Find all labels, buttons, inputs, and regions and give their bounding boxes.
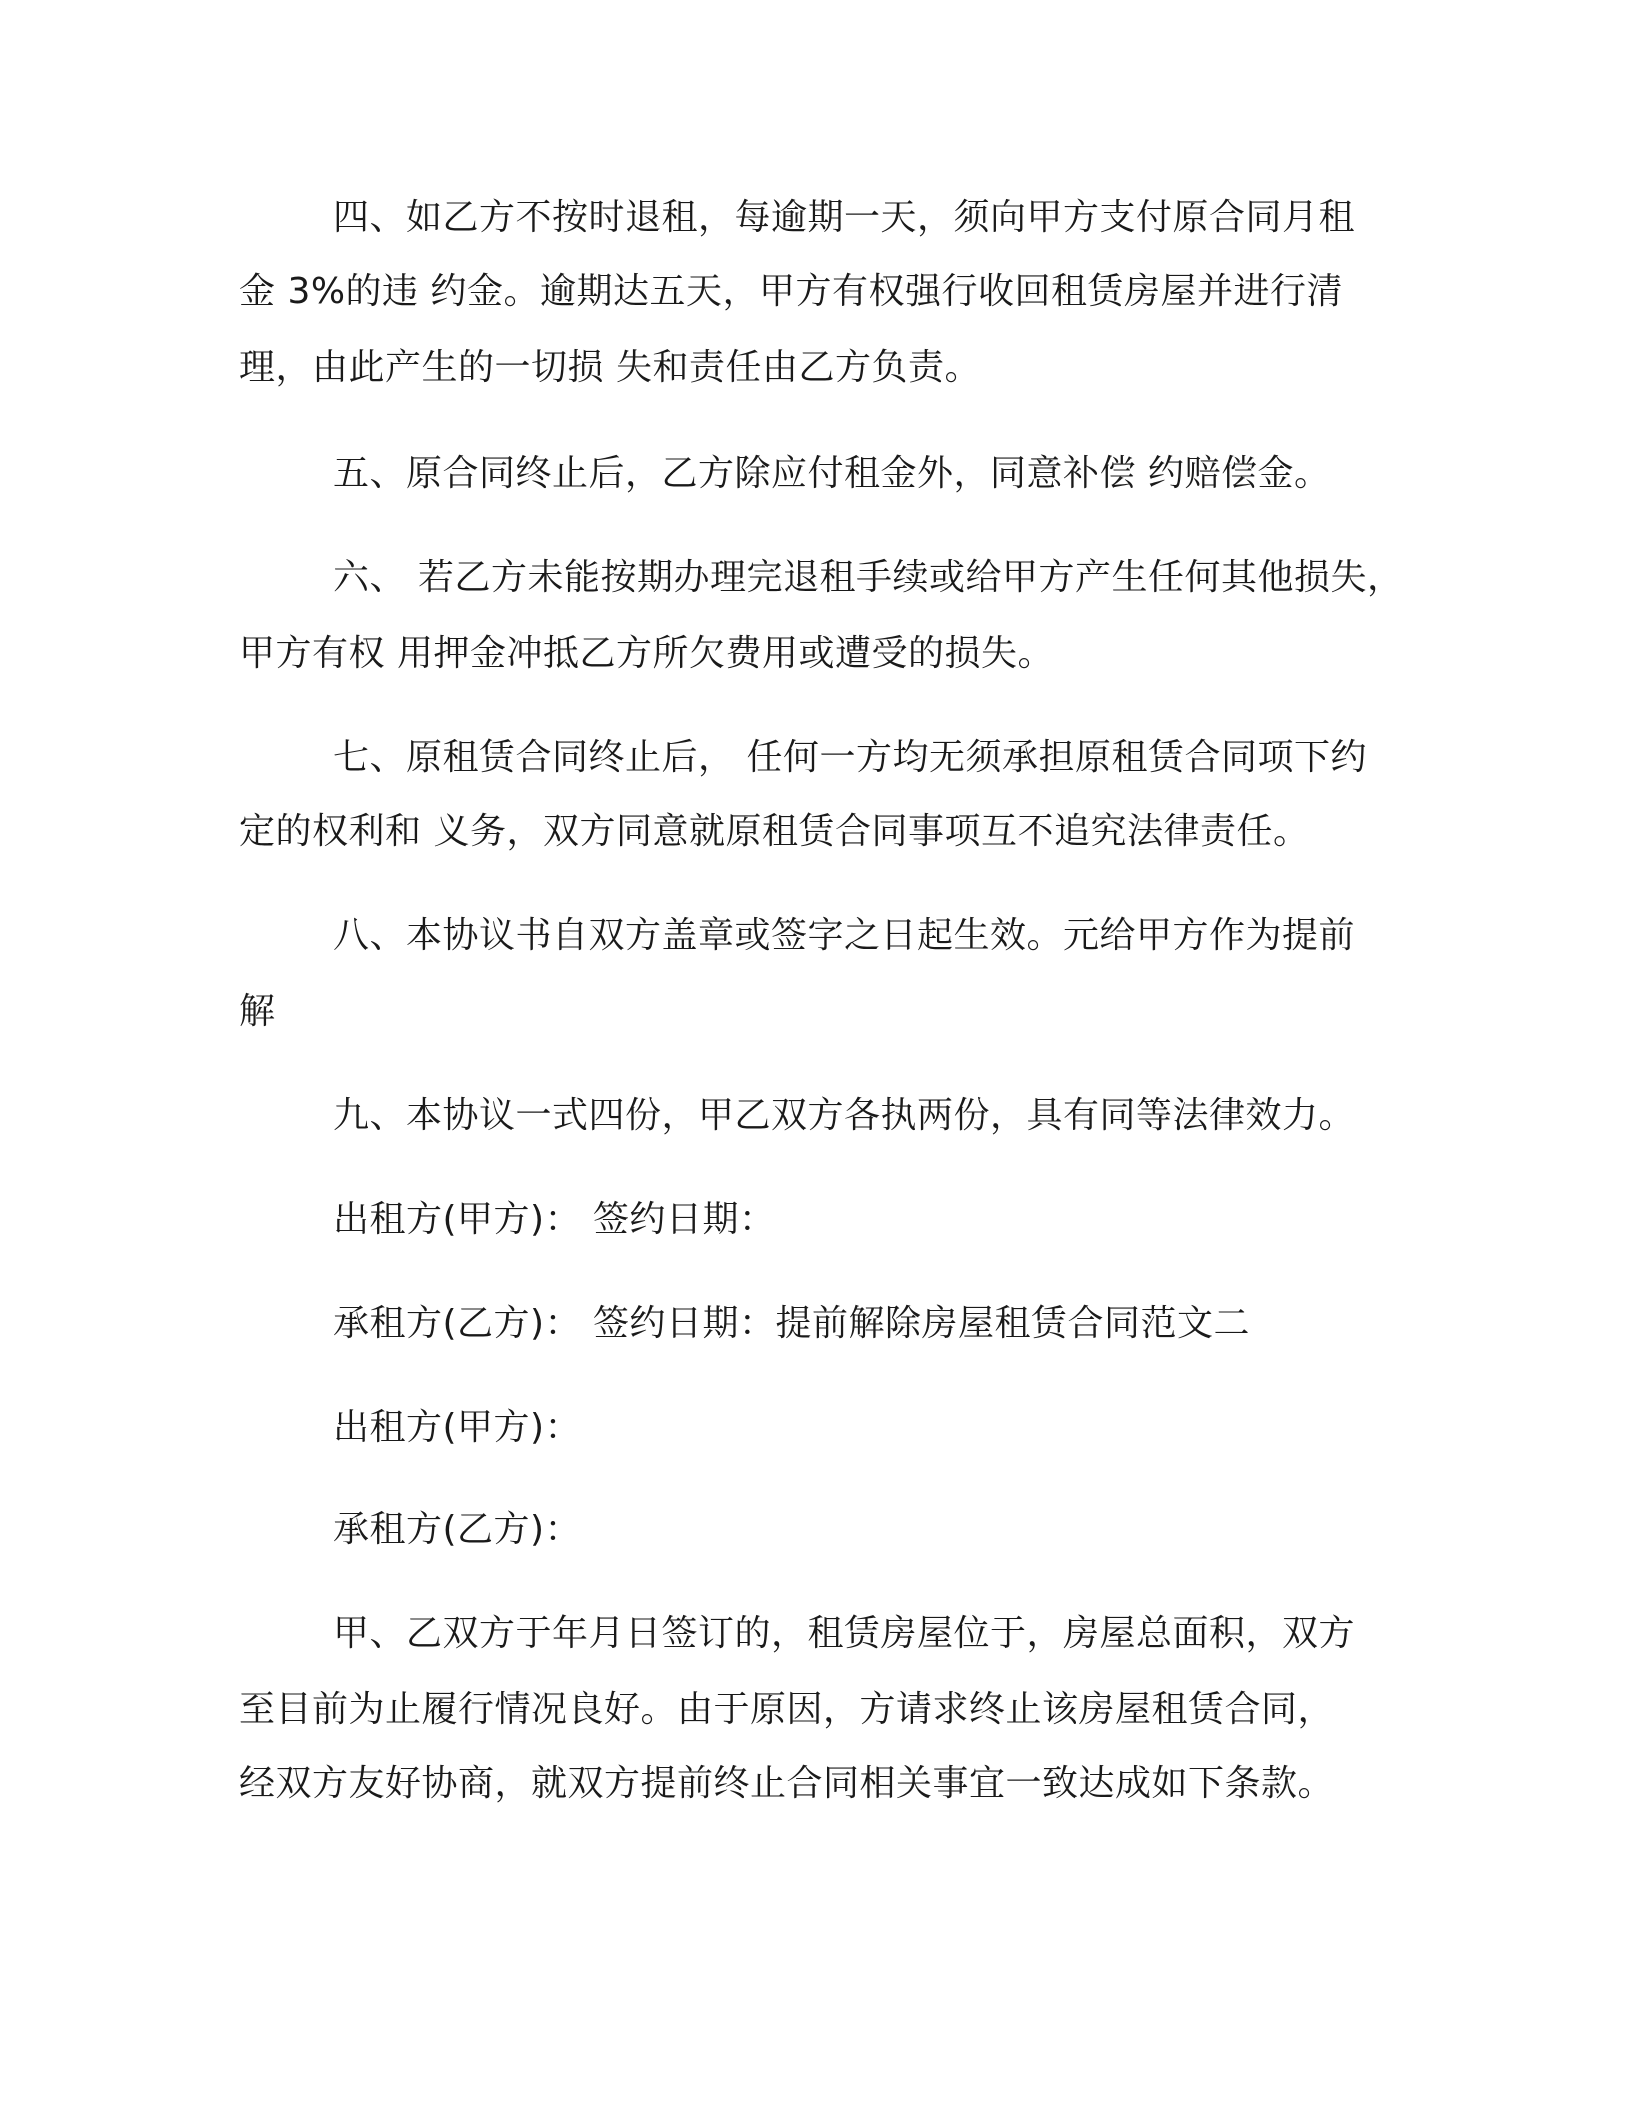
lessor-label: 出租方(甲方)：: [333, 1407, 582, 1448]
clause-7-line-1: 七、原租赁合同终止后， 任何一方均无须承担原租赁合同项下约: [333, 737, 1367, 778]
clause-4-line-1: 四、如乙方不按时退租，每逾期一天，须向甲方支付原合同月租: [333, 197, 1356, 238]
lessee-label: 承租方(乙方)：: [333, 1509, 582, 1550]
clause-5-line-1: 五、原合同终止后，乙方除应付租金外，同意补偿 约赔偿金。: [333, 453, 1331, 494]
clause-7-line-2: 定的权利和 义务，双方同意就原租赁合同事项互不追究法律责任。: [239, 811, 1310, 852]
lessee-sign-date: 承租方(乙方)： 签约日期：提前解除房屋租赁合同范文二: [333, 1303, 1251, 1344]
clause-6-line-1: 六、 若乙方未能按期办理完退租手续或给甲方产生任何其他损失，: [333, 557, 1404, 598]
lessor-sign-date: 出租方(甲方)： 签约日期：: [333, 1199, 776, 1240]
clause-8-line-2: 解: [239, 991, 276, 1032]
clause-6-line-2: 甲方有权 用押金冲抵乙方所欠费用或遭受的损失。: [239, 633, 1054, 674]
intro-line-3: 经双方友好协商，就双方提前终止合同相关事宜一致达成如下条款。: [239, 1763, 1335, 1804]
intro-line-1: 甲、乙双方于年月日签订的，租赁房屋位于，房屋总面积，双方: [333, 1613, 1356, 1654]
intro-line-2: 至目前为止履行情况良好。由于原因，方请求终止该房屋租赁合同，: [239, 1689, 1335, 1730]
clause-4-line-3: 理，由此产生的一切损 失和责任由乙方负责。: [239, 347, 981, 388]
clause-9-line-1: 九、本协议一式四份，甲乙双方各执两份，具有同等法律效力。: [333, 1095, 1356, 1136]
clause-4-line-2: 金 3%的违 约金。逾期达五天，甲方有权强行收回租赁房屋并进行清: [239, 271, 1343, 312]
clause-8-line-1: 八、本协议书自双方盖章或签字之日起生效。元给甲方作为提前: [333, 915, 1356, 956]
